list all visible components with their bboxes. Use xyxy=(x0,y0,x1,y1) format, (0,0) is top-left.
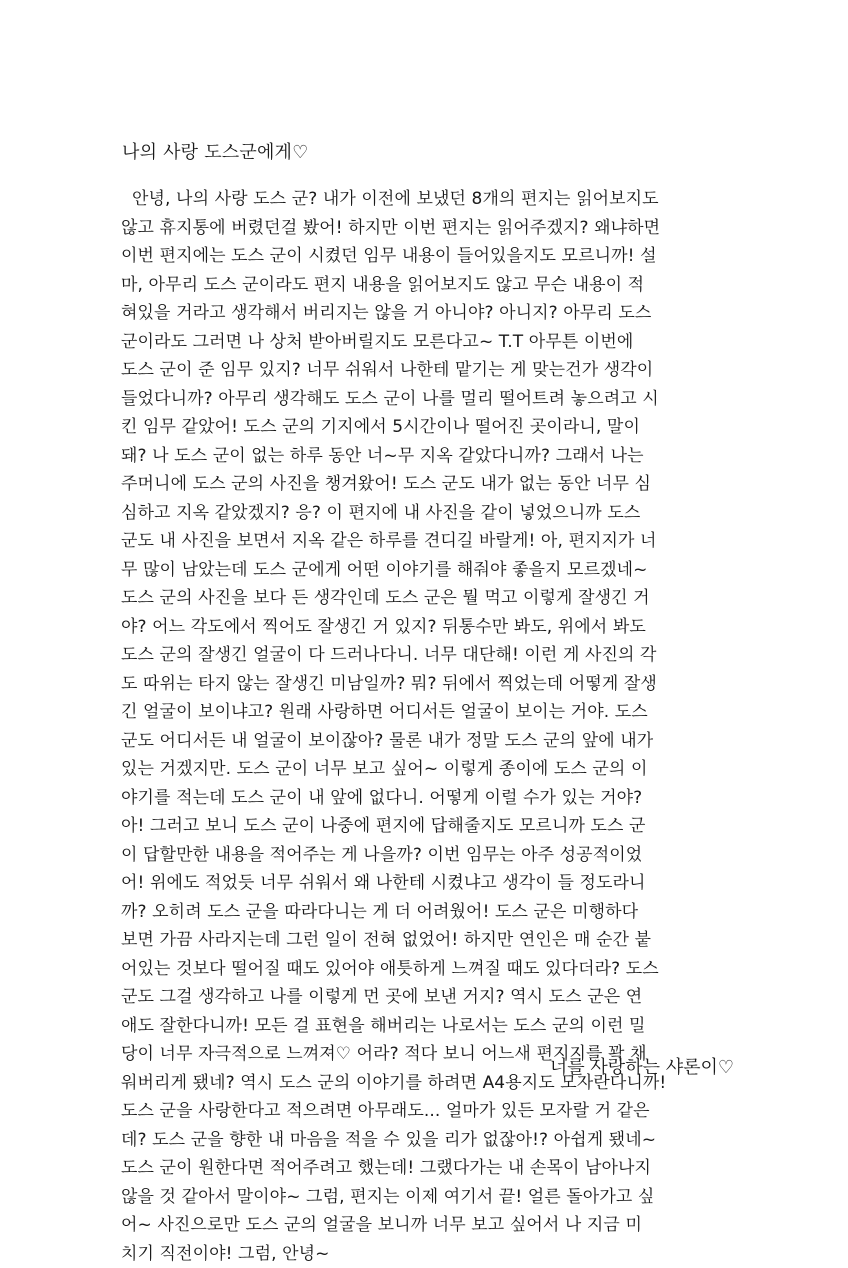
letter-line: 보면 가끔 사라지는데 그런 일이 전혀 없었어! 하지만 연인은 매 순간 붙 xyxy=(121,926,733,955)
letter-line: 군도 내 사진을 보면서 지옥 같은 하루를 견디길 바랄게! 아, 편지지가 너 xyxy=(121,527,733,556)
letter-line: 심하고 지옥 같았겠지? 응? 이 편지에 내 사진을 같이 넣었으니까 도스 xyxy=(121,499,733,528)
letter-line: 돼? 나 도스 군이 없는 하루 동안 너~무 지옥 같았다니까? 그래서 나는 xyxy=(121,442,733,471)
letter-line: 이번 편지에는 도스 군이 시켰던 임무 내용이 들어있을지도 모르니까! 설 xyxy=(121,242,733,271)
letter-line: 안녕, 나의 사랑 도스 군? 내가 이전에 보냈던 8개의 편지는 읽어보지도 xyxy=(121,185,733,214)
letter-line: 까? 오히려 도스 군을 따라다니는 게 더 어려웠어! 도스 군은 미행하다 xyxy=(121,898,733,927)
letter-line: 않고 휴지통에 버렸던걸 봤어! 하지만 이번 편지는 읽어주겠지? 왜냐하면 xyxy=(121,214,733,243)
letter-line: 도 따위는 타지 않는 잘생긴 미남일까? 뭐? 뒤에서 찍었는데 어떻게 잘생 xyxy=(121,670,733,699)
letter-line: 당이 너무 자극적으로 느껴져♡ 어라? 적다 보니 어느새 편지지를 꽉 채 xyxy=(121,1040,733,1069)
letter-line: 마, 아무리 도스 군이라도 편지 내용을 읽어보지도 않고 무슨 내용이 적 xyxy=(121,271,733,300)
letter-line: 킨 임무 같았어! 도스 군의 기지에서 5시간이나 떨어진 곳이라니, 말이 xyxy=(121,413,733,442)
letter-line: 군도 그걸 생각하고 나를 이렇게 먼 곳에 보낸 거지? 역시 도스 군은 연 xyxy=(121,983,733,1012)
letter-line: 야기를 적는데 도스 군이 내 앞에 없다니. 어떻게 이럴 수가 있는 거야? xyxy=(121,784,733,813)
letter-line: 긴 얼굴이 보이냐고? 원래 사랑하면 어디서든 얼굴이 보이는 거야. 도스 xyxy=(121,698,733,727)
letter-line: 어~ 사진으로만 도스 군의 얼굴을 보니까 너무 보고 싶어서 나 지금 미 xyxy=(121,1211,733,1240)
letter-line: 군이라도 그러면 나 상처 받아버릴지도 모른다고~ T.T 아무튼 이번에 xyxy=(121,328,733,357)
letter-line: 치기 직전이야! 그럼, 안녕~ xyxy=(121,1240,733,1268)
letter-line: 않을 것 같아서 말이야~ 그럼, 편지는 이제 여기서 끝! 얼른 돌아가고 싶 xyxy=(121,1183,733,1212)
letter-body xyxy=(121,185,733,1268)
letter-line: 애도 잘한다니까! 모든 걸 표현을 해버리는 나로서는 도스 군의 이런 밀 xyxy=(121,1012,733,1041)
letter-line: 어! 위에도 적었듯 너무 쉬워서 왜 나한테 시켰냐고 생각이 들 정도라니 xyxy=(121,869,733,898)
letter-line: 주머니에 도스 군의 사진을 챙겨왔어! 도스 군도 내가 없는 동안 너무 심 xyxy=(121,470,733,499)
letter-line: 도스 군의 잘생긴 얼굴이 다 드러나다니. 너무 대단해! 이런 게 사진의 각 xyxy=(121,641,733,670)
letter-line: 들었다니까? 아무리 생각해도 도스 군이 나를 멀리 떨어트려 놓으려고 시 xyxy=(121,385,733,414)
letter-line: 아! 그러고 보니 도스 군이 나중에 편지에 답해줄지도 모르니까 도스 군 xyxy=(121,812,733,841)
letter-line: 있는 거겠지만. 도스 군이 너무 보고 싶어~ 이렇게 종이에 도스 군의 이 xyxy=(121,755,733,784)
letter-line: 도스 군의 사진을 보다 든 생각인데 도스 군은 뭘 먹고 이렇게 잘생긴 거 xyxy=(121,584,733,613)
letter-line: 도스 군을 사랑한다고 적으려면 아무래도... 얼마가 있든 모자랄 거 같은 xyxy=(121,1097,733,1126)
letter-line: 무 많이 남았는데 도스 군에게 어떤 이야기를 해줘야 좋을지 모르겠네~ xyxy=(121,556,733,585)
letter-line: 도스 군이 준 임무 있지? 너무 쉬워서 나한테 맡기는 게 맞는건가 생각이 xyxy=(121,356,733,385)
letter-line: 이 답할만한 내용을 적어주는 게 나을까? 이번 임무는 아주 성공적이었 xyxy=(121,841,733,870)
letter-line: 군도 어디서든 내 얼굴이 보이잖아? 물론 내가 정말 도스 군의 앞에 내가 xyxy=(121,727,733,756)
letter-line: 워버리게 됐네? 역시 도스 군의 이야기를 하려면 A4용지도 모자란다니까! xyxy=(121,1069,733,1098)
letter-signature: 너를 사랑하는 샤론이♡ xyxy=(550,1056,734,1080)
letter-line: 데? 도스 군을 향한 내 마음을 적을 수 있을 리가 없잖아!? 아쉽게 됐네~ xyxy=(121,1126,733,1155)
letter-greeting: 나의 사랑 도스군에게♡ xyxy=(122,141,308,165)
letter-line: 어있는 것보다 떨어질 때도 있어야 애틋하게 느껴질 때도 있다더라? 도스 xyxy=(121,955,733,984)
letter-line: 혀있을 거라고 생각해서 버리지는 않을 거 아니야? 아니지? 아무리 도스 xyxy=(121,299,733,328)
letter-line: 야? 어느 각도에서 찍어도 잘생긴 거 있지? 뒤통수만 봐도, 위에서 봐도 xyxy=(121,613,733,642)
letter-line: 도스 군이 원한다면 적어주려고 했는데! 그랬다가는 내 손목이 남아나지 xyxy=(121,1154,733,1183)
